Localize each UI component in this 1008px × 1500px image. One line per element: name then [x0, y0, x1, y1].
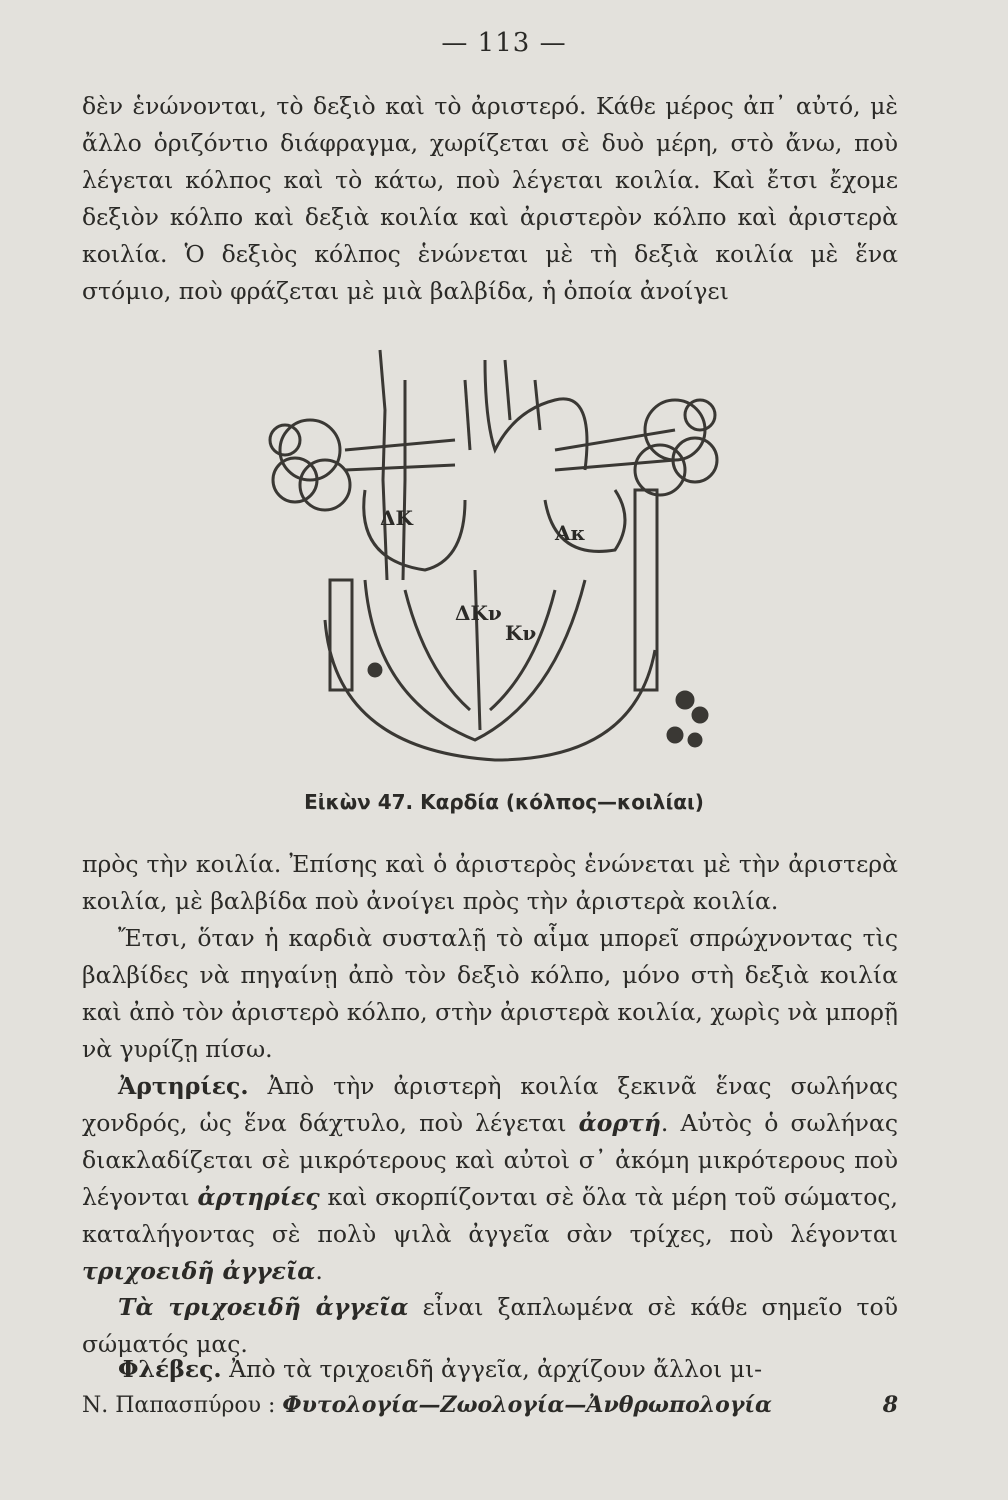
- paragraph-heart-chambers: δὲν ἑνώνονται, τὸ δεξιὸ καὶ τὸ ἀριστερό. Κάθε μέρος ἀπ᾽ αὐτό, μὲ ἄλλο ὁριζόντιο διάφραγμα, χωρίζεται σὲ δυὸ μέρη, στὸ ἄνω, ποὺ λέγεται κόλπος καὶ τὸ κάτω, ποὺ λέγεται κοιλία. Καὶ ἔτσι ἔχομε δεξιὸν κόλπο καὶ δεξιὰ κοιλία καὶ ἀριστερὸν κόλπο καὶ ἀριστερὰ κοιλία. Ὁ δεξιὸς κόλπος ἑνώνεται μὲ τὴ δεξιὰ κοιλία μὲ ἕνα στόμιο, ποὺ φράζεται μὲ μιὰ βαλβίδα, ἡ ὁποία ἀνοίγει: [82, 92, 898, 305]
- signature-mark: 8: [882, 1392, 898, 1418]
- heart-illustration: [255, 320, 735, 790]
- footer-text: [82, 1392, 772, 1418]
- septum: [475, 570, 480, 730]
- label-left-atrium: Ακ: [555, 521, 586, 545]
- term-aorta: ἀορτή: [578, 1109, 661, 1137]
- arteries-text-d: .: [315, 1257, 323, 1285]
- vena-cava: [380, 350, 387, 580]
- page-footer: [82, 1392, 898, 1418]
- left-lung-cluster: [635, 400, 717, 495]
- aorta-arch: [485, 360, 587, 470]
- paragraph-blood-flow: Ἔτσι, ὅταν ἡ καρδιὰ συσταλῇ τὸ αἷμα μπορεῖ σπρώχνοντας τὶς βαλβίδες νὰ πηγαίνῃ ἀπὸ τὸν δεξιὸ κόλπο, μόνο στὴ δεξιὰ κοιλία καὶ ἀπὸ τὸν ἀριστερὸ κόλπο, στὴν ἀριστερὰ κοιλία, χωρὶς νὰ μπορῇ νὰ γυρίζῃ πίσω.: [82, 924, 898, 1063]
- paragraph-veins: [82, 1351, 898, 1388]
- term-arteries: ἀρτηρίες: [197, 1183, 320, 1211]
- label-right-ventricle: ΔΚν: [455, 601, 502, 625]
- right-atrium: [364, 490, 465, 570]
- paragraph-left-valve: πρὸς τὴν κοιλία. Ἐπίσης καὶ ὁ ἀριστερὸς ἑνώνεται μὲ τὴν ἀριστερὰ κοιλία, μὲ βαλβίδα ποὺ ἀνοίγει πρὸς τὴν ἀριστερὰ κοιλία.: [82, 850, 898, 915]
- right-lung-cluster: [270, 420, 350, 510]
- term-capillaries: τριχοειδῆ ἀγγεῖα: [82, 1257, 316, 1285]
- arteries-text-b: . Αὐτὸς ὁ σωλήνας διακλαδίζεται σὲ μικρότερους καὶ αὐτοὶ σ᾽ ἀκόμη μικρότερους ποὺ λέγονται: [82, 1109, 899, 1211]
- figure-caption: Εἰκὼν 47. Καρδία (κόλπος—κοιλίαι): [304, 790, 704, 814]
- arteries-text-c: καὶ σκορπίζονται σὲ ὅλα τὰ μέρη τοῦ σώματος, καταλήγοντας σὲ πολὺ ψιλὰ ἀγγεῖα σὰν τρίχες, ποὺ λέγονται: [82, 1183, 898, 1248]
- paragraph-arteries: [82, 1068, 898, 1290]
- term-capillaries-lead: Τὰ τριχοειδῆ ἀγγεῖα: [118, 1293, 409, 1321]
- page-number: — 113 —: [441, 28, 567, 58]
- inferior-vein: [330, 580, 352, 690]
- label-left-ventricle: Κν: [505, 621, 537, 645]
- pericardium-outline: [325, 620, 655, 760]
- section-heading-arteries: Ἀρτηρίες.: [118, 1072, 249, 1100]
- section-heading-veins: Φλέβες.: [118, 1355, 222, 1383]
- heart-figure: [255, 320, 735, 790]
- footer-subjects: Φυτολογία—Ζωολογία—Ἀνθρωπολογία: [282, 1392, 772, 1418]
- label-right-atrium: ΔΚ: [380, 506, 413, 530]
- veins-text: Ἀπὸ τὰ τριχοειδῆ ἀγγεῖα, ἀρχίζουν ἄλλοι μι-: [221, 1355, 763, 1383]
- capillaries-text: εἶναι ξαπλωμένα σὲ κάθε σημεῖο τοῦ σώματός μας.: [82, 1293, 898, 1358]
- footer-author: Ν. Παπασπύρου :: [82, 1393, 276, 1418]
- arteries-text-a: Ἀπὸ τὴν ἀριστερὴ κοιλία ξεκινᾶ ἕνας σωλήνας χονδρός, ὡς ἕνα δάχτυλο, ποὺ λέγεται: [82, 1072, 898, 1137]
